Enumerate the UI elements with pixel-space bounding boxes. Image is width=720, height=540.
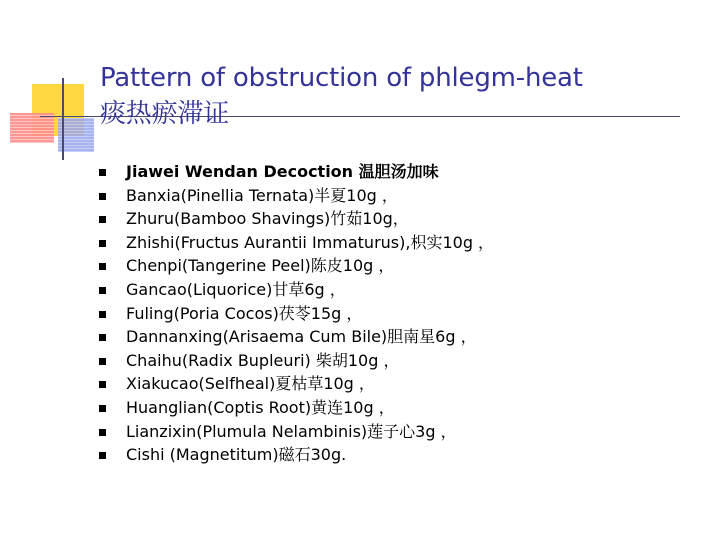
square-bullet-icon	[99, 311, 106, 318]
square-bullet-icon	[99, 358, 106, 365]
square-bullet-icon	[99, 334, 106, 341]
list-item-text: Dannanxing(Arisaema Cum Bile)胆南星6g ，	[126, 327, 477, 347]
list-item-text: Fuling(Poria Cocos)茯苓15g ，	[126, 303, 363, 323]
list-item-text: Banxia(Pinellia Ternata)半夏10g ，	[126, 185, 398, 205]
square-bullet-icon	[99, 216, 106, 223]
square-bullet-icon	[99, 429, 106, 436]
square-bullet-icon	[99, 240, 106, 247]
list-item-text: Chenpi(Tangerine Peel)陈皮10g ，	[126, 256, 395, 276]
square-bullet-icon	[99, 169, 106, 176]
slide-title	[100, 60, 583, 132]
list-item-text: Huanglian(Coptis Root)黄连10g ，	[126, 397, 395, 417]
list-item-text: Gancao(Liquorice)甘草6g ，	[126, 279, 346, 299]
list-item-text: Chaihu(Radix Bupleuri) 柴胡10g ，	[126, 350, 400, 370]
decor-vertical-line	[62, 78, 64, 160]
list-item-text: Zhishi(Fructus Aurantii Immaturus),枳实10g ，	[126, 232, 495, 252]
decor-pink-square	[10, 113, 54, 143]
square-bullet-icon	[99, 193, 106, 200]
slide-title-line-1: Pattern of obstruction of phlegm-heat	[100, 63, 583, 93]
list-item-text: Xiakucao(Selfheal)夏枯草10g ，	[126, 374, 375, 394]
list-item-text: Cishi (Magnetitum)磁石30g.	[126, 445, 347, 465]
list-item-text: Zhuru(Bamboo Shavings)竹茹10g，	[126, 209, 409, 229]
square-bullet-icon	[99, 263, 106, 270]
square-bullet-icon	[99, 405, 106, 412]
square-bullet-icon	[99, 287, 106, 294]
square-bullet-icon	[99, 452, 106, 459]
slide-title-line-2: 痰热瘀滞证	[100, 99, 230, 129]
list-item-text: Jiawei Wendan Decoction 温胆汤加味	[126, 162, 439, 181]
list-item-text: Lianzixin(Plumula Nelambinis)莲子心3g ，	[126, 421, 457, 441]
square-bullet-icon	[99, 381, 106, 388]
